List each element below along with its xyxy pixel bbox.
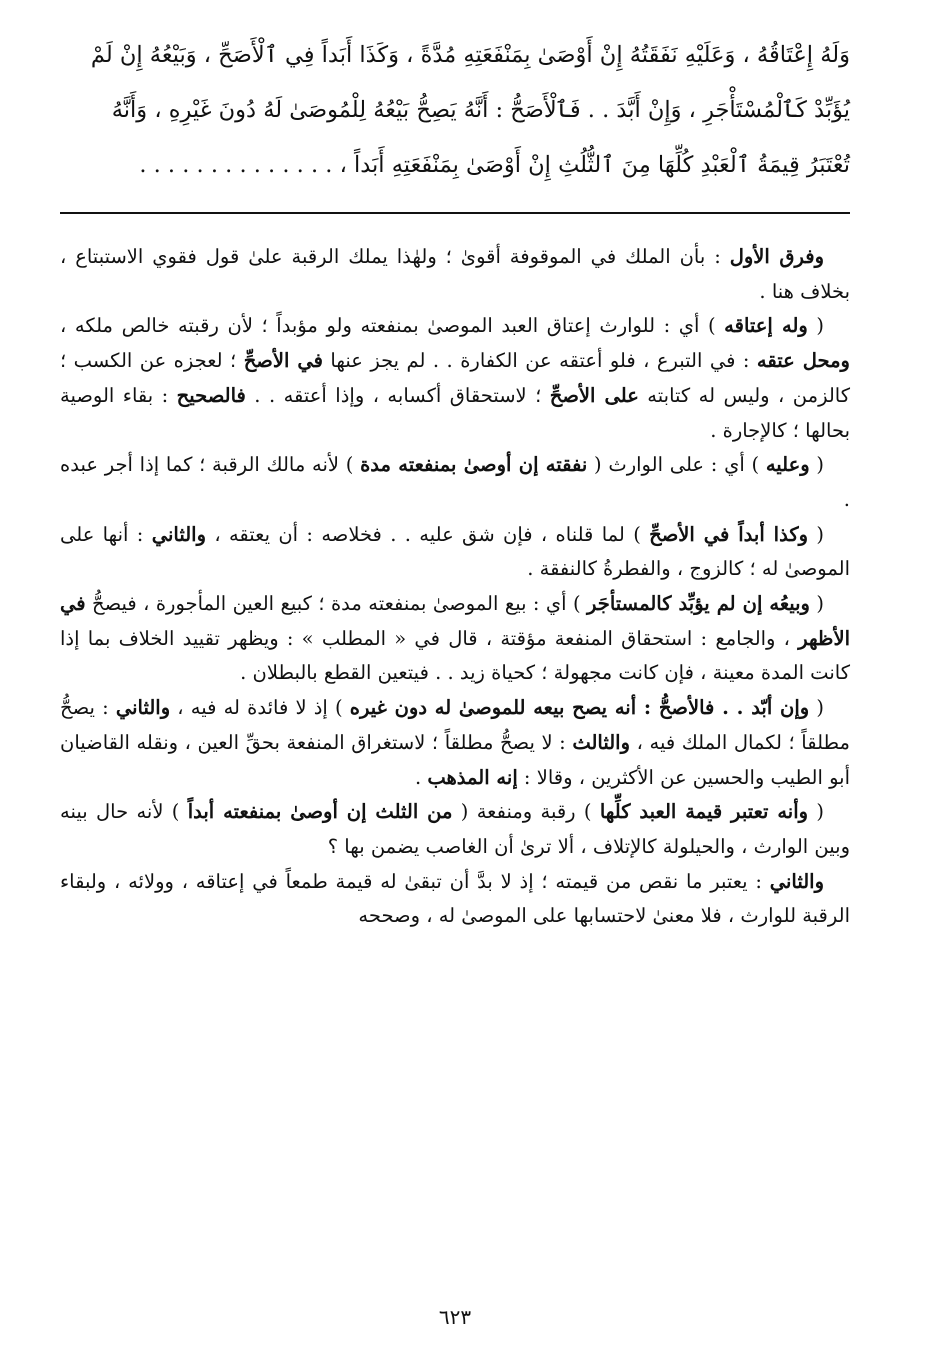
commentary-paragraph	[60, 448, 850, 517]
bold-term: في الأظهر	[60, 592, 850, 650]
commentary-text-run: ) لأنه حال بينه وبين الوارث ، والحيلولة كالإتلاف ، ألا ترىٰ أن الغاصب يضمن بها ؟	[60, 800, 850, 858]
commentary-text-run: : في التبرع ، فلو أعتقه عن الكفارة . . لم يجز عنها	[322, 349, 757, 373]
book-page	[60, 18, 850, 1348]
commentary-paragraph	[60, 795, 850, 864]
bold-term: وإن أبّد . . فالأصحُّ : أنه يصح بيعه للموصىٰ له دون غيره	[349, 696, 810, 720]
bold-term: وعليه	[765, 453, 810, 477]
commentary-text-run: : يعتبر ما نقص من قيمته ؛ إذ لا بدَّ أن تبقىٰ له قيمة طمعاً في إعتاقه ، وولائه ، ولبقاء الرقبة للوارث ، فلا معنىٰ لاحتسابها على الموصىٰ له ، وصححه	[60, 869, 850, 928]
commentary-text-run: (	[809, 453, 825, 477]
commentary-text-run: ) إذ لا فائدة له فيه ،	[170, 696, 350, 720]
commentary-text-run: ) لأنه مالك الرقبة ؛ كما إذا أجر عبده .	[60, 453, 850, 511]
bold-term: والثاني	[769, 869, 824, 893]
commentary-text-run: : لا يصحُّ مطلقاً ؛ لاستغراق المنفعة بحقِّ العين ، ونقله القاضيان أبو الطيب والحسين عن الأكثرين ، وقالا :	[60, 730, 850, 789]
commentary-text-run: ؛ لعجزه عن الكسب ؛ كالزمن ، وليس له كتابته	[60, 349, 850, 407]
commentary-paragraph	[60, 518, 850, 587]
commentary-text-run: ) رقبة ومنفعة (	[452, 800, 600, 824]
matn-line-1: وَلَهُ إِعْتَاقُهُ ، وَعَلَيْهِ نَفَقَتُهُ إِنْ أَوْصَىٰ بِمَنْفَعَتِهِ مُدَّةً ، وَكَذَا أَبَداً فِي ٱلْأَصَحِّ ، وَبَيْعُهُ إِنْ لَمْ	[90, 42, 850, 68]
commentary-text-run: ، والجامع : استحقاق المنفعة مؤقتة ، قال في « المطلب » : ويظهر تقييد الخلاف بما إذا كانت المدة معينة ، فإن كانت مجهولة ؛ كحياة زيد . . فيتعين القطع بالبطلان .	[60, 626, 850, 685]
commentary-text-run: .	[414, 765, 428, 789]
commentary-text-run: ) أي : للوارث إعتاق العبد الموصىٰ بمنفعته ولو مؤبداً ؛ لأن رقبته خالص ملكه ،	[60, 314, 725, 338]
commentary-text-run: (	[809, 696, 824, 720]
bold-term: نفقته إن أوصىٰ بمنفعته مدة	[360, 453, 588, 477]
bold-term: وأنه تعتبر قيمة العبد كلِّها	[599, 800, 809, 824]
bold-term: وكذا أبداً في الأصحِّ	[649, 522, 809, 546]
bold-term: ومحل عتقه	[756, 349, 850, 373]
bold-term: والثاني	[151, 522, 206, 546]
commentary-text-run: ؛ لاستحقاق أكسابه ، وإذا أعتقه . .	[245, 383, 550, 407]
matn-text	[60, 18, 850, 193]
matn-line-2: يُؤَبِّدْ كَٱلْمُسْتَأْجَرِ ، وَإِنْ أَبَّدَ . . فَٱلْأَصَحُّ : أَنَّهُ يَصِحُّ بَيْعُهُ لِلْمُوصَىٰ لَهُ دُونَ غَيْرِهِ ، وَأَنَّهُ	[111, 97, 850, 123]
commentary-paragraph	[60, 691, 850, 795]
matn-line-3: تُعْتَبَرُ قِيمَةُ ٱلْعَبْدِ كُلِّهَا مِنَ ٱلثُّلُثِ إِنْ أَوْصَىٰ بِمَنْفَعَتِهِ أَبَداً ، . . . . . . . . . . . . . .	[139, 152, 850, 178]
commentary-paragraph	[60, 309, 850, 448]
commentary-text-run: ) أي : على الوارث (	[587, 453, 766, 477]
bold-term: والثالث	[572, 730, 631, 754]
bold-term: وله إعتاقه	[724, 314, 808, 338]
bold-term: من الثلث إن أوصىٰ بمنفعته أبداً	[187, 800, 453, 824]
bold-term: في الأصحِّ	[243, 349, 323, 373]
commentary-text-run: : بقاء الوصية بحالها ؛ كالإجارة .	[60, 383, 850, 442]
commentary-text-run: (	[807, 314, 824, 338]
commentary-paragraph	[60, 865, 850, 934]
bold-term: إنه المذهب	[427, 765, 518, 789]
commentary-text-run: ) لما قلناه ، فإن شق عليه . . فخلاصه : أن يعتقه ،	[206, 522, 650, 546]
bold-term: والثاني	[115, 696, 171, 720]
commentary-text-run: : بأن الملك في الموقوفة أقوىٰ ؛ ولهٰذا يملك الرقبة علىٰ قول فقوي الاستبتاع ، بخلاف هنا .	[60, 245, 850, 303]
commentary-text	[60, 240, 850, 934]
bold-term: على الأصحِّ	[549, 383, 639, 407]
bold-term: فالصحيح	[176, 383, 246, 407]
commentary-text-run: (	[808, 800, 824, 824]
page-number: ٦٢٣	[438, 1305, 472, 1329]
bold-term: وبيعُه إن لم يؤبِّد كالمستأجَر	[587, 592, 810, 616]
separator-rule	[60, 212, 850, 214]
commentary-paragraph	[60, 240, 850, 309]
bold-term: وفرق الأول	[729, 245, 824, 268]
commentary-text-run: : يصحُّ مطلقاً ؛ لكمال الملك فيه ،	[60, 696, 850, 754]
commentary-text-run: (	[809, 592, 824, 616]
commentary-text-run: ) أي : بيع الموصىٰ بمنفعته مدة ؛ كبيع العين المأجورة ، فيصحُّ	[85, 592, 588, 616]
commentary-text-run: : أنها على الموصىٰ له ؛ كالزوج ، والفطرةُ كالنفقة .	[60, 522, 850, 581]
commentary-text-run: (	[808, 522, 824, 546]
commentary-paragraph	[60, 587, 850, 691]
